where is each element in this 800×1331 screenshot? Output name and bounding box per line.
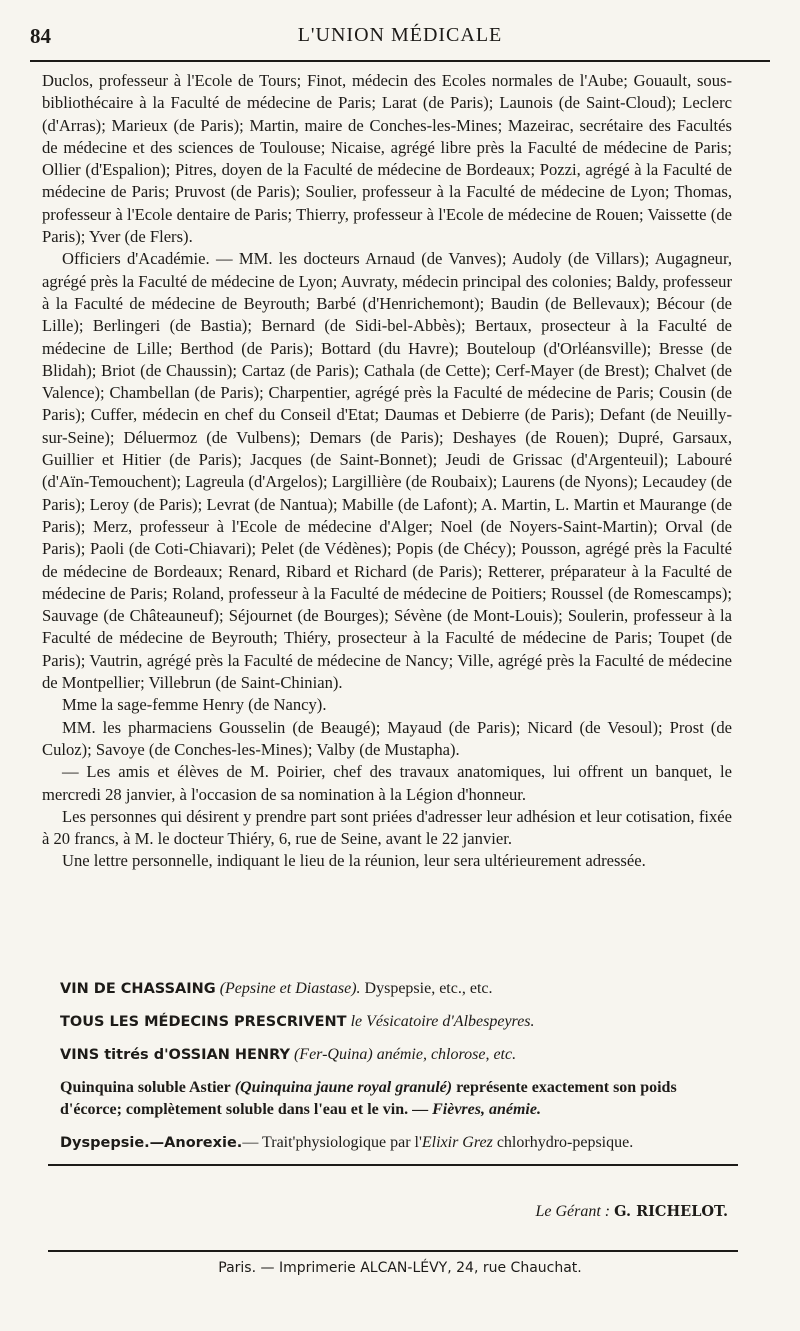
advertisements xyxy=(60,978,734,1165)
ad-vin-chassaing-brand: VIN DE CHASSAING xyxy=(60,981,216,997)
officiers-academie-paragraph: Officiers d'Académie. — MM. les docteurs Arnaud (de Vanves); Audoly (de Villars); Augagneur, agrégé près la Faculté de médecine de Lyon; Auvraty, médecin principal des colonies; Baldy, professeur à la Faculté de médecine de Beyrouth; Barbé (d'Henrichemont); Baudin (de Bellevaux); Bécour (de Lille); Berlingeri (de Bastia); Bernard (de Sidi-bel-Abbès); Bertaux, prosecteur à la Faculté de médecine de Lille; Berthod (de Paris); Bottard (du Havre); Bouteloup (d'Orléansville); Bresse (de Blidah); Briot (de Chaussin); Cartaz (de Paris); Cathala (de Cette); Cerf-Mayer (de Brest); Chalvet (de Valence); Chambellan (de Paris); Charpentier, agrégé près la Faculté de médecine de Paris; Cousin (de Paris); Cuffer, médecin en chef du Conseil d'Etat; Daumas et Debierre (de Paris); Defant (de Neuilly-sur-Seine); Déluermoz (de Vulbens); Demars (de Paris); Deshayes (de Rouen); Dupré, Garsaux, Guillier et Hitier (de Paris); Jacques (de Saint-Bonnet); Jeudi de Grissac (d'Argenteuil); Labouré (d'Aïn-Temouchent); Lagreula (d'Argelos); Largillière (de Roubaix); Laurens (de Nyons); Lecaudey (de Paris); Leroy (de Paris); Levrat (de Nantua); Mabille (de Lafont); A. Martin, L. Martin et Maurange (de Paris); Merz, professeur à l'Ecole de médecine d'Alger; Noel (de Noyers-Saint-Martin); Orval (de Paris); Paoli (de Coti-Chiavari); Pelet (de Védènes); Popis (de Chécy); Pousson, agrégé près la Faculté de médecine de Bordeaux; Renard, Ribard et Richard (de Paris); Retterer, préparateur à la Faculté de médecine de Paris; Roland, professeur à la Faculté de médecine de Poitiers; Roussel (de Romescamps); Sauvage (de Châteauneuf); Séjournet (de Bourges); Sévène (de Mont-Louis); Soulerin, professeur à la Faculté de médecine de Beyrouth; Thiéry, prosecteur à la Faculté de médecine de Paris; Toupet (de Paris); Vautrin, agrégé près la Faculté de médecine de Nancy; Ville, agrégé près la Faculté de médecine de Montpellier; Villebrun (de Saint-Chinian). xyxy=(42,249,732,693)
decorations-list-paragraph: Duclos, professeur à l'Ecole de Tours; Finot, médecin des Ecoles normales de l'Aube; Gouault, sous-bibliothécaire à la Faculté de médecine de Paris; Larat (de Paris); Launois (de Saint-Cloud); Leclerc (d'Arras); Marieux (de Paris); Martin, maire de Conches-les-Mines; Mazeirac, secrétaire des Facultés de médecine et des sciences de Toulouse; Nicaise, agrégé libre près la Faculté de médecine de Paris; Ollier (d'Espalion); Pitres, doyen de la Faculté de médecine de Bordeaux; Pozzi, agrégé à la Faculté de médecine de Paris; Pruvost (de Paris); Soulier, professeur à la Faculté de médecine de Lyon; Thomas, professeur à l'Ecole dentaire de Paris; Thierry, professeur à l'Ecole de médecine de Rouen; Vaissette (de Paris); Yver (de Flers). xyxy=(42,71,732,247)
ad-ossian-henry: VINS titrés d'OSSIAN HENRY (Fer-Quina) anémie, chlorose, etc. xyxy=(60,1046,517,1063)
printer-imprint: Paris. — Imprimerie ALCAN-LÉVY, 24, rue Chauchat. xyxy=(218,1260,582,1276)
banquet-letter-paragraph: Une lettre personnelle, indiquant le lieu de la réunion, leur sera ultérieurement adressée. xyxy=(62,851,646,871)
page-number: 84 xyxy=(30,24,51,48)
article-body xyxy=(42,70,732,873)
gerant-signature: Le Gérant : G. RICHELOT. xyxy=(535,1203,728,1220)
banquet-announcement-paragraph: — Les amis et élèves de M. Poirier, chef des travaux anatomiques, lui offrent un banquet, le mercredi 28 janvier, à l'occasion de sa nomination à la Légion d'honneur. xyxy=(42,762,732,804)
ad-vesicatoire-brand: TOUS LES MÉDECINS PRESCRIVENT xyxy=(60,1014,347,1030)
page-header xyxy=(30,24,770,62)
ad-ossian-henry-brand: VINS titrés d'OSSIAN HENRY xyxy=(60,1047,290,1063)
ad-vesicatoire: TOUS LES MÉDECINS PRESCRIVENT le Vésicatoire d'Albespeyres. xyxy=(60,1013,535,1030)
banquet-registration-paragraph: Les personnes qui désirent y prendre part sont priées d'adresser leur adhésion et leur cotisation, fixée à 20 francs, à M. le docteur Thiéry, 6, rue de Seine, avant le 22 janvier. xyxy=(42,806,732,849)
gerant-name: G. RICHELOT. xyxy=(614,1203,728,1220)
sage-femme-paragraph: Mme la sage-femme Henry (de Nancy). xyxy=(62,695,327,715)
running-title: L'UNION MÉDICALE xyxy=(297,24,503,46)
ad-quinquina-astier-brand: Quinquina soluble Astier xyxy=(60,1079,231,1096)
pharmaciens-paragraph: MM. les pharmaciens Gousselin (de Beaugé); Mayaud (de Paris); Nicard (de Vesoul); Prost (de Culoz); Savoye (de Conches-les-Mines); Valby (de Mustapha). xyxy=(42,717,732,759)
ad-elixir-grez-brand: Dyspepsie.—Anorexie. xyxy=(60,1135,243,1151)
ad-quinquina-astier: Quinquina soluble Astier (Quinquina jaune royal granulé) représente exactement son poids d'écorce; complètement soluble dans l'eau et le vin. — Fièvres, anémie. xyxy=(60,1079,677,1118)
ad-vin-chassaing: VIN DE CHASSAING (Pepsine et Diastase). Dyspepsie, etc., etc. xyxy=(60,980,493,997)
ad-elixir-grez: Dyspepsie.—Anorexie.— Trait'physiologique par l'Elixir Grez chlorhydro-pepsique. xyxy=(60,1134,634,1151)
footer-rule xyxy=(48,1250,738,1252)
divider-rule xyxy=(48,1164,738,1166)
